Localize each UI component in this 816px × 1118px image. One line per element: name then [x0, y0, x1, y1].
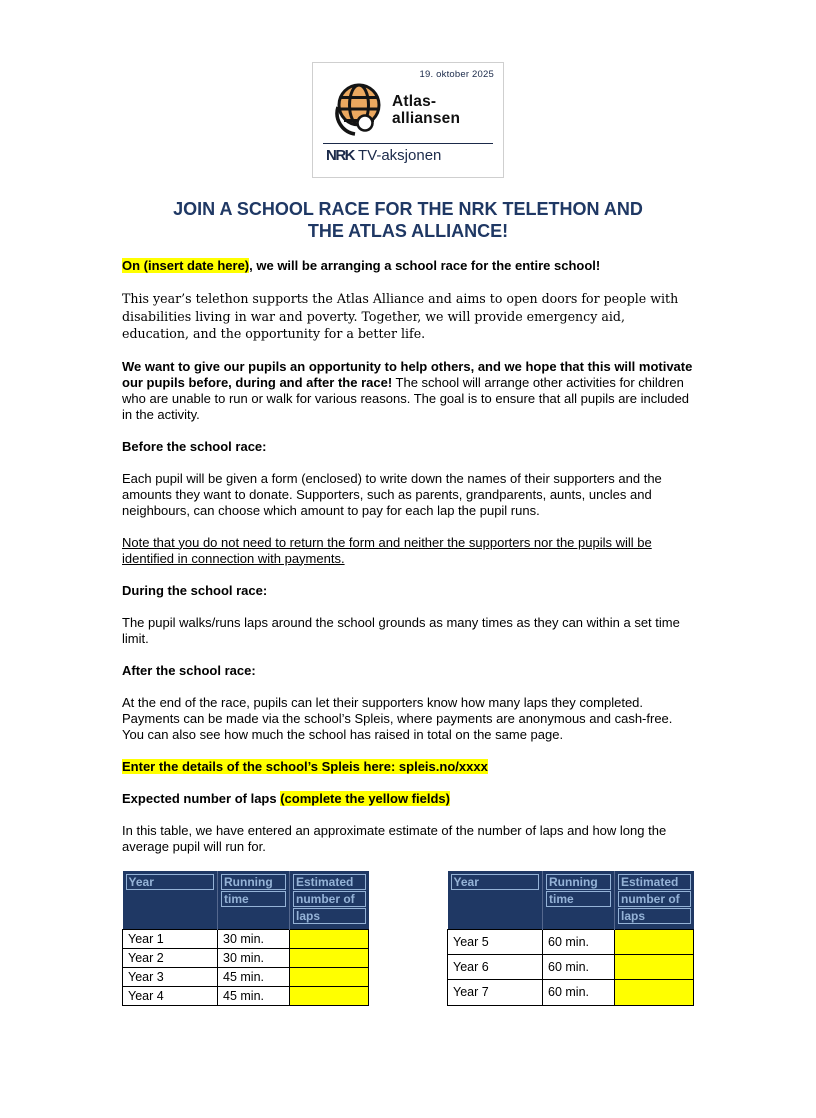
after-race-heading: After the school race: [122, 662, 256, 678]
laps-table-years-5-7 [447, 871, 694, 1006]
column-header [290, 871, 369, 930]
column-header [218, 871, 290, 930]
table-row [123, 948, 369, 967]
estimated-laps-input-cell[interactable] [615, 929, 694, 954]
running-time-cell: 30 min. [218, 929, 290, 948]
estimated-laps-input-cell[interactable] [290, 967, 369, 986]
column-header-label: laps [618, 908, 691, 924]
column-header-label: number of [293, 891, 366, 907]
yellow-fields-highlight: (complete the yellow fields) [280, 790, 450, 806]
header-row [448, 871, 694, 930]
year-cell: Year 1 [123, 929, 218, 948]
column-header-label: Year [451, 874, 540, 890]
estimated-laps-input-cell[interactable] [615, 980, 694, 1005]
expected-laps-body: In this table, we have entered an approximate estimate of the number of laps and how long the average pupil will run for. [122, 822, 667, 854]
during-race-body: The pupil walks/runs laps around the school grounds as many times as they can within a set time limit. [122, 614, 680, 646]
laps-table-years-1-4 [122, 871, 369, 1006]
year-cell: Year 2 [123, 948, 218, 967]
logo-divider [323, 143, 493, 144]
telethon-date: 19. oktober 2025 [419, 69, 494, 80]
atlas-alliance-logo-box [312, 62, 504, 178]
after-race-body: At the end of the race, pupils can let their supporters know how many laps they completed. Payments can be made via the school’s Spleis, where payments are anonymous and cash-free. You can also see how much the school has raised in total on the same page. [122, 694, 673, 742]
running-time-cell: 45 min. [218, 967, 290, 986]
before-race-note: Note that you do not need to return the form and neither the supporters nor the pupils will be identified in connection with payments. [122, 534, 652, 566]
column-header-label: number of [618, 891, 691, 907]
column-header-label: Running [546, 874, 611, 890]
document-page [0, 62, 816, 1118]
column-header-label: Running [221, 874, 286, 890]
logo-main-row [322, 81, 494, 139]
running-time-cell: 60 min. [543, 980, 615, 1005]
nrk-logo: NRK [326, 147, 354, 164]
running-time-cell: 30 min. [218, 948, 290, 967]
globe-icon [328, 81, 384, 139]
expected-laps-bold: Expected number of laps [122, 790, 281, 806]
year-cell: Year 7 [448, 980, 543, 1005]
motivation-bold: We want to give our pupils an opportunity to help others, and we hope that this will motivate our pupils before, during and after the race! [122, 358, 693, 390]
insert-date-highlight: On (insert date here) [122, 258, 250, 273]
nrk-tv-aksjonen-wordmark [322, 147, 494, 164]
column-header-label: Estimated [293, 874, 366, 890]
column-header [123, 871, 218, 930]
column-header-label: time [221, 891, 286, 907]
running-time-cell: 60 min. [543, 929, 615, 954]
estimated-laps-input-cell[interactable] [290, 948, 369, 967]
page-title [0, 198, 816, 242]
year-cell: Year 6 [448, 954, 543, 979]
table-row [123, 986, 369, 1005]
page-title-line2: THE ATLAS ALLIANCE! [307, 221, 509, 241]
during-race-heading: During the school race: [122, 582, 268, 598]
running-time-cell: 45 min. [218, 986, 290, 1005]
atlas-word-line1: Atlas- [392, 93, 437, 110]
laps-tables [122, 871, 694, 1006]
column-header-label: Estimated [618, 874, 691, 890]
spleis-highlight: Enter the details of the school’s Spleis here: spleis.no/xxxx [122, 758, 488, 774]
running-time-cell: 60 min. [543, 954, 615, 979]
column-header [615, 871, 694, 930]
atlas-word-line2: alliansen [392, 110, 461, 127]
estimated-laps-input-cell[interactable] [290, 929, 369, 948]
column-header [543, 871, 615, 930]
column-header [448, 871, 543, 930]
before-race-body: Each pupil will be given a form (enclosed) to write down the names of their supporters and the amounts they want to donate. Supporters, such as parents, grandparents, aunts, uncles and neighbours, can choose which amount to pay for each lap the pupil runs. [122, 470, 662, 518]
table-row [448, 929, 694, 954]
tv-aksjonen-label: TV-aksjonen [358, 147, 442, 164]
about-telethon-paragraph: This year’s telethon supports the Atlas Alliance and aims to open doors for people with disabilities living in war and poverty. Together, we will provide emergency aid, education, and the opportunity for a better life. [122, 291, 679, 341]
atlas-alliansen-wordmark [392, 93, 460, 127]
intro-line [122, 258, 694, 274]
before-race-heading: Before the school race: [122, 438, 267, 454]
table-row [448, 954, 694, 979]
spleis-instruction [122, 759, 694, 775]
table-row [123, 967, 369, 986]
year-cell: Year 5 [448, 929, 543, 954]
table-row [448, 980, 694, 1005]
expected-laps-heading [122, 791, 694, 807]
motivation-rest: The school will arrange other activities for children who are unable to run or walk for various reasons. The goal is to ensure that all pupils are included in the activity. [122, 374, 690, 422]
page-title-line1: JOIN A SCHOOL RACE FOR THE NRK TELETHON AND [173, 199, 643, 219]
intro-rest: , we will be arranging a school race for the entire school! [249, 258, 601, 273]
estimated-laps-input-cell[interactable] [615, 954, 694, 979]
document-body [122, 258, 694, 1006]
motivation-paragraph [122, 359, 694, 423]
estimated-laps-input-cell[interactable] [290, 986, 369, 1005]
year-cell: Year 4 [123, 986, 218, 1005]
table-row [123, 929, 369, 948]
column-header-label: laps [293, 908, 366, 924]
year-cell: Year 3 [123, 967, 218, 986]
header-row [123, 871, 369, 930]
column-header-label: Year [126, 874, 215, 890]
column-header-label: time [546, 891, 611, 907]
